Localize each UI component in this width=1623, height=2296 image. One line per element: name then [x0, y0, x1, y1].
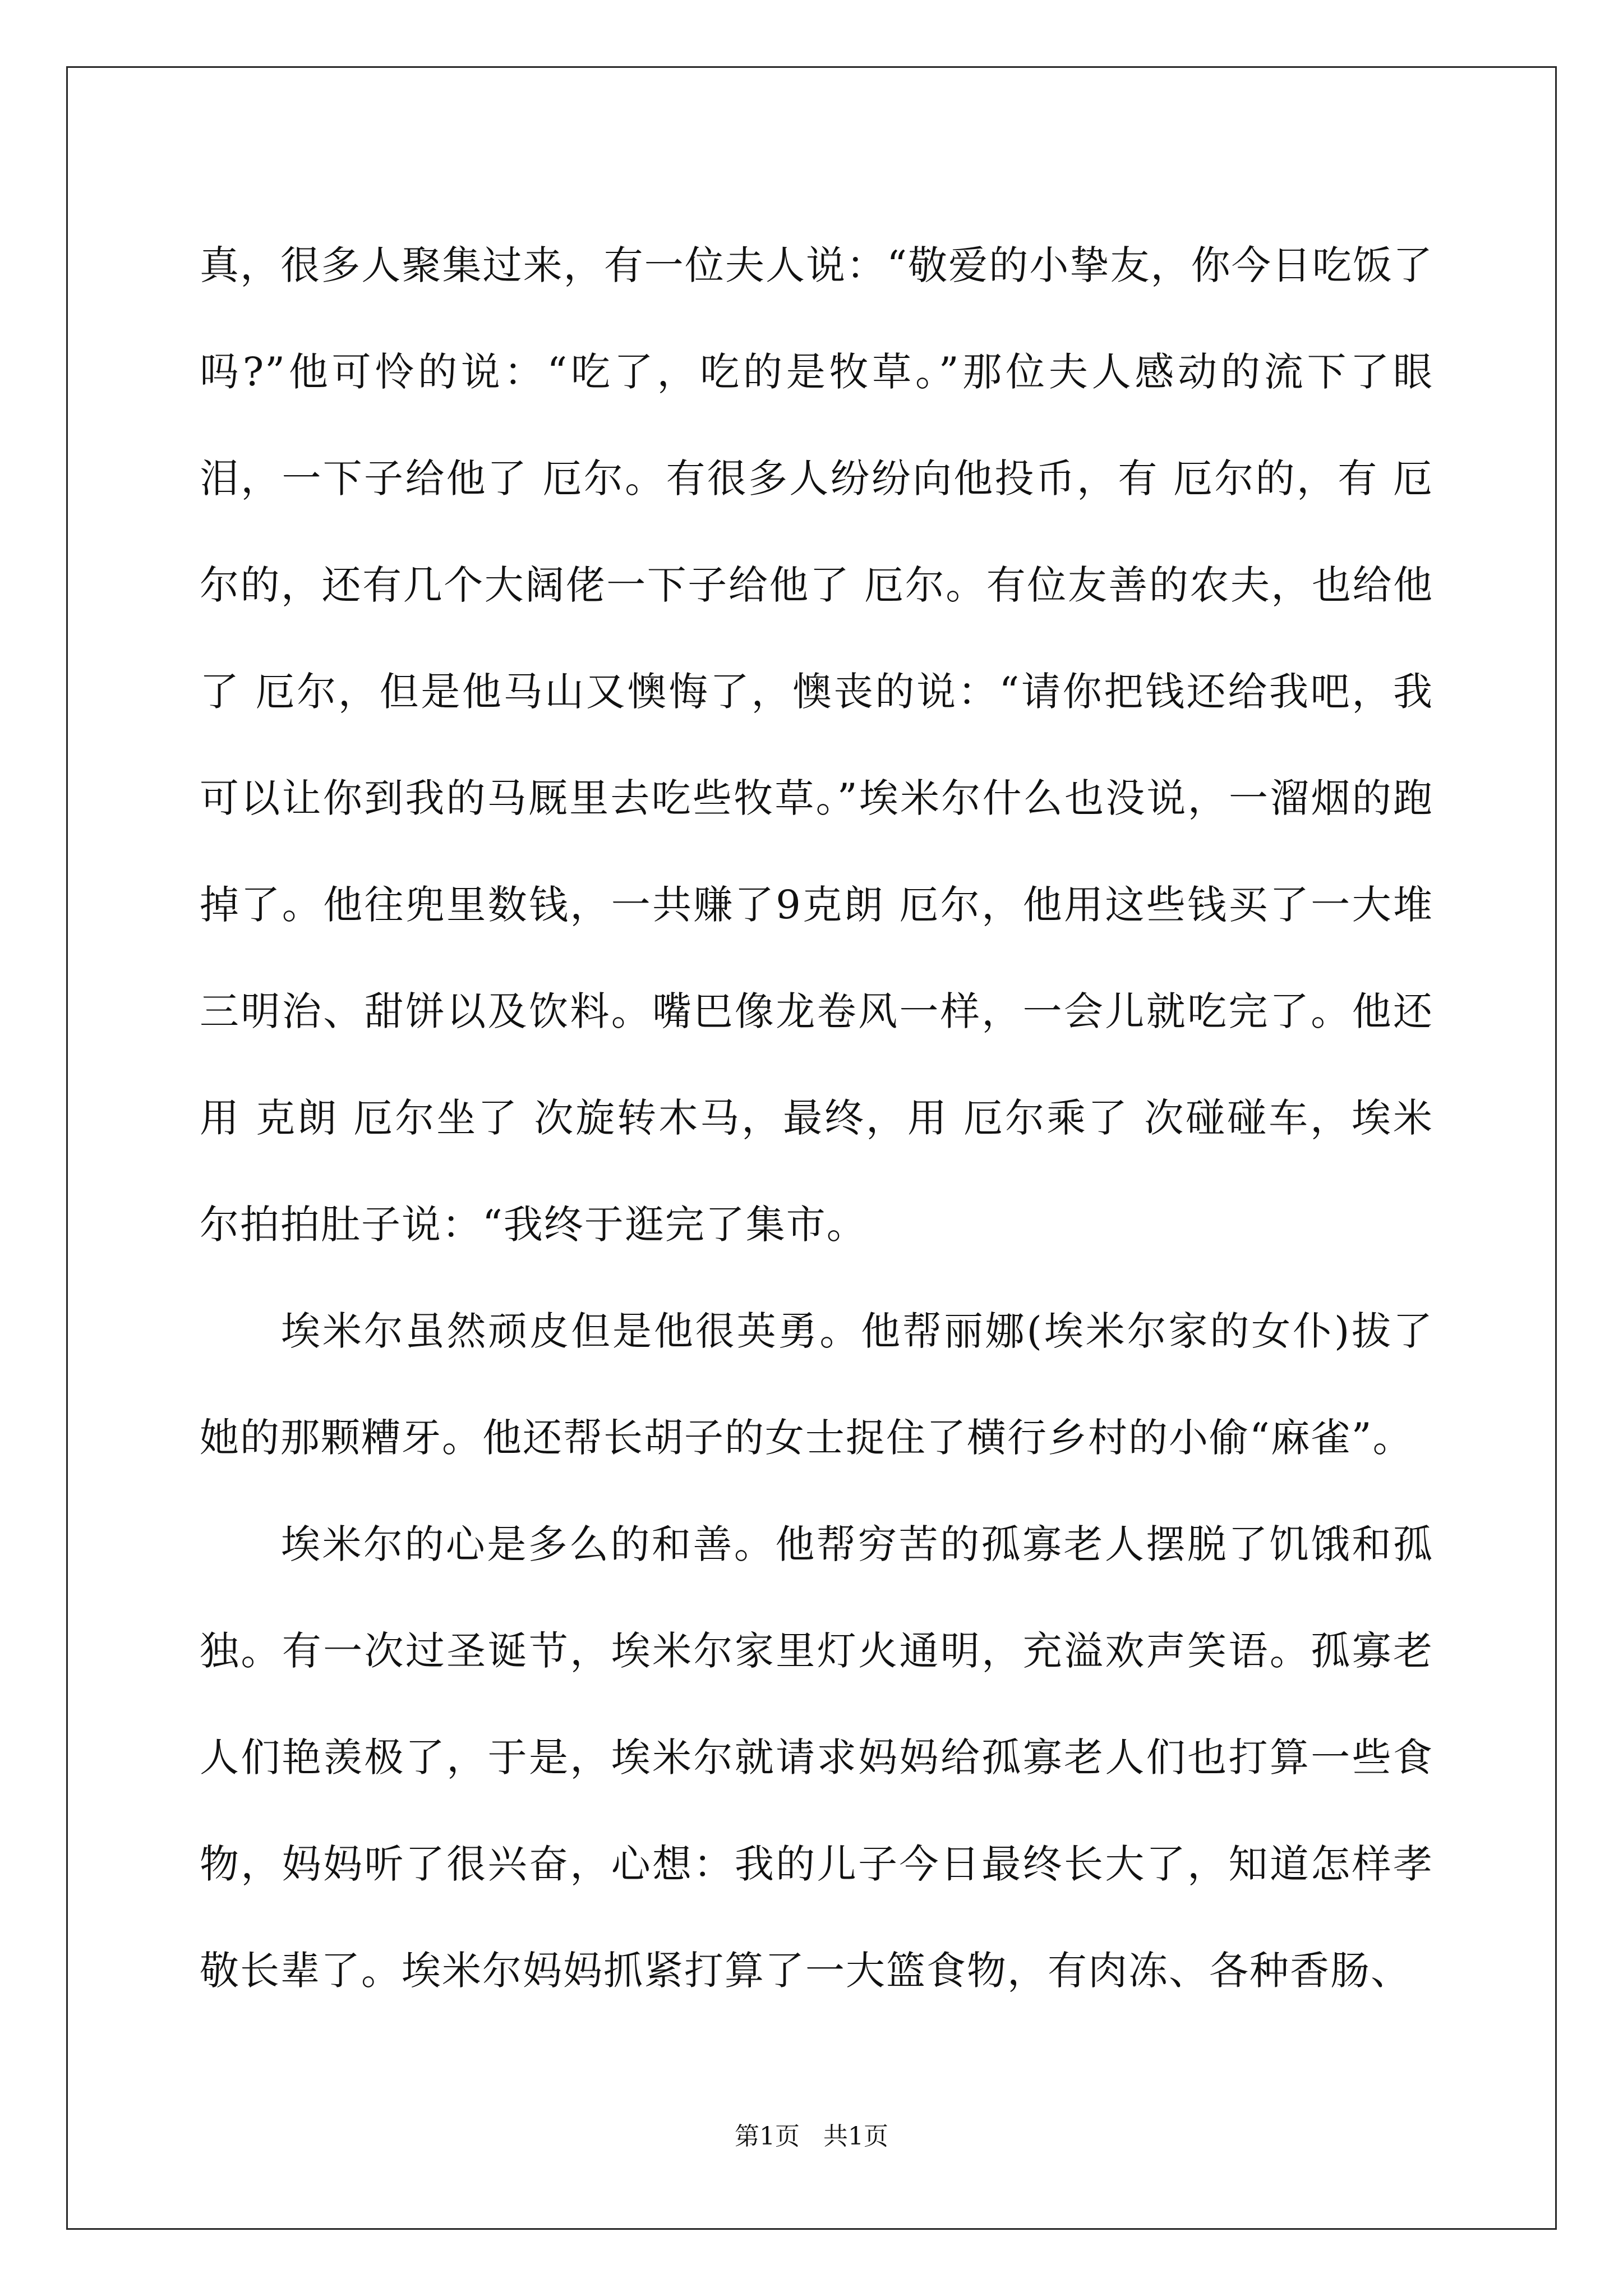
paragraph-1: 真，很多人聚集过来，有一位夫人说：“敬爱的小挚友，你今日吃饭了吗?”他可怜的说：“吃了，吃的是牧草。”那位夫人感动的流下了眼泪，一下子给他了 厄尔。有很多人纷纷向他投币，有 厄尔的，有 厄尔的，还有几个大阔佬一下子给他了 厄尔。有位友善的农夫，也给他了 厄尔，但是他马山又懊悔了，懊丧的说：“请你把钱还给我吧，我可以让你到我的马厩里去吃些牧草。”埃米尔什么也没说，一溜烟的跑掉了。他往兜里数钱，一共赚了9克朗 厄尔，他用这些钱买了一大堆三明治、甜饼以及饮料。嘴巴像龙卷风一样，一会儿就吃完了。他还用 克朗 厄尔坐了 次旋转木马，最终，用 厄尔乘了 次碰碰车，埃米尔拍拍肚子说：“我终于逛完了集市。	[200, 242, 1433, 1248]
paragraph-3: 埃米尔的心是多么的和善。他帮穷苦的孤寡老人摆脱了饥饿和孤独。有一次过圣诞节，埃米尔家里灯火通明，充溢欢声笑语。孤寡老人们艳羡极了，于是，埃米尔就请求妈妈给孤寡老人们也打算一些食物，妈妈听了很兴奋，心想：我的儿子今日最终长大了，知道怎样孝敬长辈了。埃米尔妈妈抓紧打算了一大篮食物，有肉冻、各种香肠、	[200, 1521, 1433, 1994]
page-footer	[0, 2121, 1623, 2152]
page-total: 共1页	[823, 2122, 888, 2151]
document-body	[200, 212, 1433, 2024]
paragraph-2: 埃米尔虽然顽皮但是他很英勇。他帮丽娜(埃米尔家的女仆)拔了她的那颗糟牙。他还帮长胡子的女士捉住了横行乡村的小偷“麻雀”。	[200, 1308, 1433, 1461]
page-number: 第1页	[735, 2122, 800, 2151]
